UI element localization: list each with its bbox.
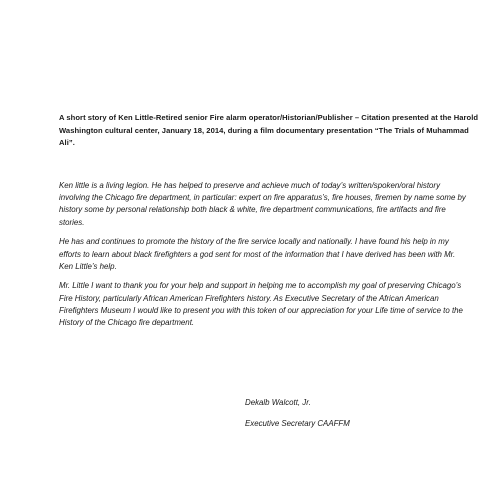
- paragraph-3: Mr. Little I want to thank you for your help and support in helping me to accomplish my goal of preserving Chicago’s Fire History, particularly African American Firefighters history. As Executive Secretary of the African American Firefighters Museum I would like to present you with this token of our appreciation for your Life time of service to the History of the Chicago fire department.: [59, 281, 463, 328]
- document-body: [59, 180, 469, 337]
- signature-name: Dekalb Walcott, Jr.: [245, 398, 311, 407]
- paragraph-1: Ken little is a living legion. He has helped to preserve and achieve much of today’s written/spoken/oral history involving the Chicago fire department, in particular: expert on fire apparatus’s, fire houses, firemen by name some by history some by personal relationship both black & white, fire department communications, fire artifacts and fire stories.: [59, 181, 466, 227]
- signature-title: Executive Secretary CAAFFM: [245, 419, 350, 428]
- signature-block: [245, 397, 350, 430]
- document-heading: A short story of Ken Little-Retired senior Fire alarm operator/Historian/Publisher – Citation presented at the Harold Washington cultural center, January 18, 2014, during a film documentary presentation “The Trials of Muhammad Ali”.: [59, 113, 479, 148]
- paragraph-2: He has and continues to promote the history of the fire service locally and nationally. I have found his help in my efforts to learn about black firefighters a god sent for most of the information that I have derived has been with Mr. Ken Little’s help.: [59, 237, 456, 271]
